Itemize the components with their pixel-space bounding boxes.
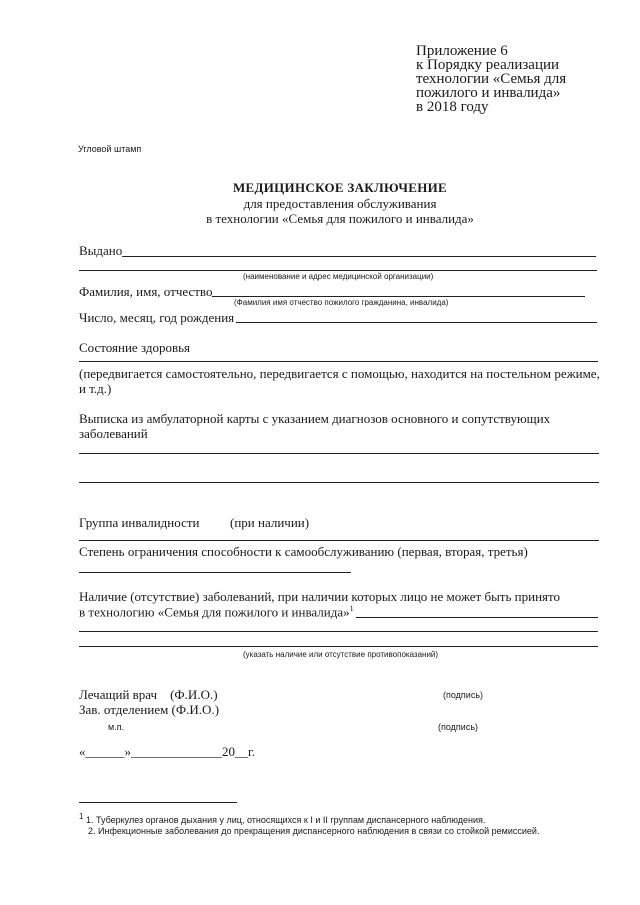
medical-extract-field[interactable] xyxy=(79,453,599,454)
date-field[interactable]: «______»______________20__г. xyxy=(79,744,256,759)
appendix-line: в 2018 году xyxy=(416,99,489,115)
health-state-field[interactable] xyxy=(79,361,598,362)
appendix-line: пожилого и инвалида» xyxy=(416,85,561,101)
head-signature-hint: (подпись) xyxy=(438,722,479,732)
disability-group-field[interactable] xyxy=(79,540,599,541)
contraindications-label-2 xyxy=(79,604,354,620)
contraindications-label-text: в технологию «Семья для пожилого и инвалида» xyxy=(79,604,350,620)
issued-label: Выдано xyxy=(79,243,123,258)
department-head-label: Зав. отделением (Ф.И.О.) xyxy=(79,702,220,717)
appendix-note xyxy=(416,44,566,114)
birth-date-label: Число, месяц, год рождения xyxy=(79,310,235,325)
self-care-field[interactable] xyxy=(79,572,351,573)
contraindications-field-line-3[interactable] xyxy=(79,646,598,647)
document-title: МЕДИЦИНСКОЕ ЗАКЛЮЧЕНИЕ xyxy=(232,180,448,195)
health-state-hint: (передвигается самостоятельно, передвигается с помощью, находится на постельном режиме, и т.д.) xyxy=(79,366,600,396)
footnote-2: 2. Инфекционные заболевания до прекращения диспансерного наблюдения в связи со стойкой ремиссией. xyxy=(88,826,540,836)
document-subtitle: для предоставления обслуживания xyxy=(243,196,437,211)
contraindications-label: Наличие (отсутствие) заболеваний, при наличии которых лицо не может быть принято xyxy=(79,589,561,604)
contraindications-field[interactable] xyxy=(356,617,598,618)
footnote-reference: 1 xyxy=(349,604,354,613)
doctor-signature-hint: (подпись) xyxy=(443,690,484,700)
issued-hint: (наименование и адрес медицинской организации) xyxy=(243,272,434,281)
full-name-field[interactable] xyxy=(212,296,585,297)
issued-field-line-2[interactable] xyxy=(79,270,597,271)
full-name-hint: (Фамилия имя отчество пожилого гражданина, инвалида) xyxy=(234,298,449,307)
contraindications-field-line-2[interactable] xyxy=(79,631,598,632)
attending-doctor-label: Лечащий врач (Ф.И.О.) xyxy=(79,687,218,702)
footnote-divider xyxy=(79,802,237,803)
document-subtitle: в технологии «Семья для пожилого и инвалида» xyxy=(206,211,474,226)
self-care-label: Степень ограничения способности к самообслуживанию (первая, вторая, третья) xyxy=(79,544,528,559)
corner-stamp-label: Угловой штамп xyxy=(78,144,142,154)
footnote-text: 1. Туберкулез органов дыхания у лиц, относящихся к I и II группам диспансерного наблюдения. xyxy=(85,815,486,825)
issued-field[interactable] xyxy=(122,256,596,257)
birth-date-field[interactable] xyxy=(236,322,597,323)
appendix-line: Приложение 6 xyxy=(416,43,508,59)
seal-place-label: м.п. xyxy=(108,722,125,732)
footnote-1 xyxy=(79,812,485,825)
appendix-line: технологии «Семья для xyxy=(416,71,567,87)
disability-group-label: Группа инвалидности xyxy=(79,515,200,530)
health-state-label: Состояние здоровья xyxy=(79,340,191,355)
contraindications-hint: (указать наличие или отсутствие противопоказаний) xyxy=(243,650,439,659)
medical-extract-label: Выписка из амбулаторной карты с указанием диагнозов основного и сопутствующих заболеваний xyxy=(79,411,551,441)
medical-extract-field-line-2[interactable] xyxy=(79,482,599,483)
appendix-line: к Порядку реализации xyxy=(416,57,560,73)
full-name-label: Фамилия, имя, отчество xyxy=(79,284,213,299)
disability-group-note: (при наличии) xyxy=(230,515,310,530)
footnote-mark: 1 xyxy=(79,812,84,821)
